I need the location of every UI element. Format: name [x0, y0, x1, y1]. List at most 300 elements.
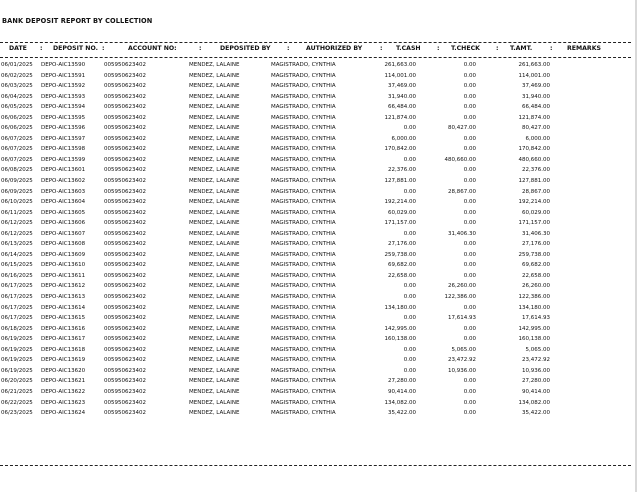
row-authorized-by: MAGISTRADO, CYNTHIA: [271, 93, 336, 100]
row-deposited-by: MENDEZ, LALAINE: [189, 388, 240, 395]
table-row: [0, 303, 631, 314]
table-row: [0, 324, 631, 335]
table-row: [0, 376, 631, 387]
row-t-check: 5,065.00: [451, 346, 476, 353]
row-deposit-no: DEPO-AIC13606: [41, 220, 86, 227]
row-deposit-no: DEPO-AIC13601: [41, 167, 86, 174]
header-separator: :: [380, 45, 383, 52]
row-t-check: 0.00: [463, 114, 476, 121]
row-authorized-by: MAGISTRADO, CYNTHIA: [271, 346, 336, 353]
row-date: 06/09/2025: [1, 178, 33, 185]
row-deposit-no: DEPO-AIC13615: [41, 315, 86, 322]
row-t-cash: 22,658.00: [388, 272, 416, 279]
row-account-no: 005950623402: [104, 104, 146, 111]
row-t-check: 0.00: [463, 388, 476, 395]
row-deposited-by: MENDEZ, LALAINE: [189, 104, 240, 111]
row-account-no: 005950623402: [104, 230, 146, 237]
row-t-cash: 134,180.00: [384, 304, 416, 311]
row-account-no: 005950623402: [104, 167, 146, 174]
row-deposited-by: MENDEZ, LALAINE: [189, 410, 240, 417]
row-t-check: 0.00: [463, 135, 476, 142]
header-t-cash: T.CASH: [396, 45, 421, 52]
row-authorized-by: MAGISTRADO, CYNTHIA: [271, 357, 336, 364]
row-authorized-by: MAGISTRADO, CYNTHIA: [271, 399, 336, 406]
row-account-no: 005950623402: [104, 241, 146, 248]
row-authorized-by: MAGISTRADO, CYNTHIA: [271, 125, 336, 132]
table-row: [0, 355, 631, 366]
row-deposit-no: DEPO-AIC13594: [41, 104, 86, 111]
row-t-check: 0.00: [463, 325, 476, 332]
row-deposited-by: MENDEZ, LALAINE: [189, 83, 240, 90]
header-deposited-by: DEPOSITED BY: [220, 45, 271, 52]
table-row: [0, 134, 631, 145]
row-deposit-no: DEPO-AIC13613: [41, 294, 86, 301]
row-t-cash: 0.00: [403, 230, 416, 237]
row-deposited-by: MENDEZ, LALAINE: [189, 199, 240, 206]
row-t-amt: 80,427.00: [522, 125, 550, 132]
row-deposit-no: DEPO-AIC13593: [41, 93, 86, 100]
row-t-check: 0.00: [463, 199, 476, 206]
row-t-cash: 60,029.00: [388, 209, 416, 216]
row-date: 06/18/2025: [1, 325, 33, 332]
row-authorized-by: MAGISTRADO, CYNTHIA: [271, 272, 336, 279]
row-date: 06/12/2025: [1, 230, 33, 237]
row-authorized-by: MAGISTRADO, CYNTHIA: [271, 199, 336, 206]
row-t-check: 31,406.30: [448, 230, 476, 237]
row-account-no: 005950623402: [104, 367, 146, 374]
table-row: [0, 144, 631, 155]
row-date: 06/15/2025: [1, 262, 33, 269]
row-authorized-by: MAGISTRADO, CYNTHIA: [271, 135, 336, 142]
row-deposited-by: MENDEZ, LALAINE: [189, 336, 240, 343]
row-t-cash: 0.00: [403, 367, 416, 374]
row-t-amt: 114,001.00: [518, 72, 550, 79]
row-t-amt: 66,484.00: [522, 104, 550, 111]
row-account-no: 005950623402: [104, 199, 146, 206]
row-authorized-by: MAGISTRADO, CYNTHIA: [271, 156, 336, 163]
row-t-amt: 134,082.00: [518, 399, 550, 406]
row-t-amt: 23,472.92: [522, 357, 550, 364]
row-date: 06/12/2025: [1, 220, 33, 227]
table-row: [0, 292, 631, 303]
row-account-no: 005950623402: [104, 283, 146, 290]
row-date: 06/17/2025: [1, 283, 33, 290]
row-deposited-by: MENDEZ, LALAINE: [189, 209, 240, 216]
row-deposit-no: DEPO-AIC13591: [41, 72, 86, 79]
row-date: 06/16/2025: [1, 272, 33, 279]
row-t-cash: 69,682.00: [388, 262, 416, 269]
row-t-amt: 192,214.00: [518, 199, 550, 206]
row-deposited-by: MENDEZ, LALAINE: [189, 367, 240, 374]
row-t-cash: 31,940.00: [388, 93, 416, 100]
row-t-cash: 0.00: [403, 294, 416, 301]
row-deposited-by: MENDEZ, LALAINE: [189, 304, 240, 311]
row-deposited-by: MENDEZ, LALAINE: [189, 62, 240, 68]
row-date: 06/03/2025: [1, 83, 33, 90]
row-authorized-by: MAGISTRADO, CYNTHIA: [271, 336, 336, 343]
row-deposited-by: MENDEZ, LALAINE: [189, 125, 240, 132]
header-separator: :: [287, 45, 290, 52]
table-row: [0, 313, 631, 324]
row-date: 06/14/2025: [1, 251, 33, 258]
row-date: 06/19/2025: [1, 357, 33, 364]
row-t-check: 0.00: [463, 209, 476, 216]
header-top-divider: [0, 42, 631, 43]
row-t-check: 0.00: [463, 62, 476, 68]
row-t-cash: 90,414.00: [388, 388, 416, 395]
row-t-check: 0.00: [463, 378, 476, 385]
row-date: 06/13/2025: [1, 241, 33, 248]
header-separator: :: [102, 45, 105, 52]
row-authorized-by: MAGISTRADO, CYNTHIA: [271, 262, 336, 269]
row-date: 06/07/2025: [1, 135, 33, 142]
row-deposited-by: MENDEZ, LALAINE: [189, 114, 240, 121]
row-deposited-by: MENDEZ, LALAINE: [189, 251, 240, 258]
row-t-cash: 0.00: [403, 357, 416, 364]
row-deposit-no: DEPO-AIC13620: [41, 367, 86, 374]
header-remarks: REMARKS: [567, 45, 601, 52]
row-authorized-by: MAGISTRADO, CYNTHIA: [271, 178, 336, 185]
row-t-amt: 26,260.00: [522, 283, 550, 290]
row-date: 06/09/2025: [1, 188, 33, 195]
row-authorized-by: MAGISTRADO, CYNTHIA: [271, 104, 336, 111]
row-account-no: 005950623402: [104, 251, 146, 258]
deposit-rows: [0, 60, 631, 419]
row-t-amt: 10,936.00: [522, 367, 550, 374]
row-t-check: 0.00: [463, 178, 476, 185]
row-authorized-by: MAGISTRADO, CYNTHIA: [271, 241, 336, 248]
row-deposit-no: DEPO-AIC13592: [41, 83, 86, 90]
row-account-no: 005950623402: [104, 272, 146, 279]
row-t-amt: 480,660.00: [518, 156, 550, 163]
row-date: 06/19/2025: [1, 336, 33, 343]
header-account-no: ACCOUNT NO:: [128, 45, 177, 52]
row-account-no: 005950623402: [104, 178, 146, 185]
row-date: 06/17/2025: [1, 294, 33, 301]
row-deposit-no: DEPO-AIC13621: [41, 378, 86, 385]
row-t-amt: 31,406.30: [522, 230, 550, 237]
row-t-cash: 6,000.00: [391, 135, 416, 142]
row-t-amt: 69,682.00: [522, 262, 550, 269]
row-account-no: 005950623402: [104, 346, 146, 353]
row-account-no: 005950623402: [104, 62, 146, 68]
row-t-cash: 259,738.00: [384, 251, 416, 258]
table-row: [0, 176, 631, 187]
row-t-amt: 17,614.93: [522, 315, 550, 322]
row-t-check: 0.00: [463, 410, 476, 417]
row-deposit-no: DEPO-AIC13612: [41, 283, 86, 290]
header-separator: :: [437, 45, 440, 52]
row-t-check: 0.00: [463, 72, 476, 79]
row-t-amt: 261,663.00: [518, 62, 550, 68]
row-t-amt: 259,738.00: [518, 251, 550, 258]
row-date: 06/21/2025: [1, 388, 33, 395]
row-t-amt: 134,180.00: [518, 304, 550, 311]
row-account-no: 005950623402: [104, 304, 146, 311]
table-row: [0, 71, 631, 82]
row-t-cash: 192,214.00: [384, 199, 416, 206]
table-row: [0, 187, 631, 198]
row-deposit-no: DEPO-AIC13619: [41, 357, 86, 364]
table-row: [0, 239, 631, 250]
row-account-no: 005950623402: [104, 114, 146, 121]
row-t-cash: 0.00: [403, 315, 416, 322]
row-account-no: 005950623402: [104, 156, 146, 163]
row-date: 06/08/2025: [1, 167, 33, 174]
row-account-no: 005950623402: [104, 378, 146, 385]
row-account-no: 005950623402: [104, 399, 146, 406]
row-deposit-no: DEPO-AIC13598: [41, 146, 86, 153]
row-t-check: 26,260.00: [448, 283, 476, 290]
row-date: 06/05/2025: [1, 104, 33, 111]
row-t-cash: 170,842.00: [384, 146, 416, 153]
row-authorized-by: MAGISTRADO, CYNTHIA: [271, 378, 336, 385]
row-t-amt: 121,874.00: [518, 114, 550, 121]
table-row: [0, 123, 631, 134]
row-account-no: 005950623402: [104, 357, 146, 364]
row-t-check: 0.00: [463, 336, 476, 343]
row-t-amt: 60,029.00: [522, 209, 550, 216]
row-t-amt: 171,157.00: [518, 220, 550, 227]
row-deposit-no: DEPO-AIC13607: [41, 230, 86, 237]
column-header-row: [0, 45, 631, 55]
row-t-amt: 90,414.00: [522, 388, 550, 395]
row-account-no: 005950623402: [104, 83, 146, 90]
row-deposit-no: DEPO-AIC13597: [41, 135, 86, 142]
row-deposit-no: DEPO-AIC13602: [41, 178, 86, 185]
row-account-no: 005950623402: [104, 146, 146, 153]
row-date: 06/06/2025: [1, 125, 33, 132]
row-t-amt: 6,000.00: [525, 135, 550, 142]
row-t-cash: 0.00: [403, 125, 416, 132]
row-authorized-by: MAGISTRADO, CYNTHIA: [271, 72, 336, 79]
row-date: 06/10/2025: [1, 199, 33, 206]
row-t-check: 0.00: [463, 104, 476, 111]
row-authorized-by: MAGISTRADO, CYNTHIA: [271, 83, 336, 90]
row-account-no: 005950623402: [104, 125, 146, 132]
row-t-cash: 134,082.00: [384, 399, 416, 406]
row-account-no: 005950623402: [104, 135, 146, 142]
row-t-check: 0.00: [463, 272, 476, 279]
row-t-check: 0.00: [463, 93, 476, 100]
row-authorized-by: MAGISTRADO, CYNTHIA: [271, 220, 336, 227]
row-date: 06/17/2025: [1, 315, 33, 322]
row-t-check: 10,936.00: [448, 367, 476, 374]
row-t-amt: 5,065.00: [525, 346, 550, 353]
row-authorized-by: MAGISTRADO, CYNTHIA: [271, 230, 336, 237]
header-t-amt: T.AMT.: [510, 45, 533, 52]
table-row: [0, 229, 631, 240]
row-deposit-no: DEPO-AIC13622: [41, 388, 86, 395]
row-t-cash: 0.00: [403, 156, 416, 163]
row-date: 06/01/2025: [1, 62, 33, 68]
row-t-cash: 27,280.00: [388, 378, 416, 385]
row-t-cash: 171,157.00: [384, 220, 416, 227]
row-deposit-no: DEPO-AIC13624: [41, 410, 86, 417]
row-t-cash: 0.00: [403, 283, 416, 290]
row-t-check: 17,614.93: [448, 315, 476, 322]
row-deposit-no: DEPO-AIC13604: [41, 199, 86, 206]
row-t-amt: 37,469.00: [522, 83, 550, 90]
row-date: 06/23/2025: [1, 410, 33, 417]
row-t-cash: 160,138.00: [384, 336, 416, 343]
row-t-check: 480,660.00: [444, 156, 476, 163]
row-authorized-by: MAGISTRADO, CYNTHIA: [271, 315, 336, 322]
table-row: [0, 197, 631, 208]
table-row: [0, 334, 631, 345]
row-t-check: 0.00: [463, 220, 476, 227]
row-t-check: 23,472.92: [448, 357, 476, 364]
row-deposit-no: DEPO-AIC13611: [41, 272, 86, 279]
row-account-no: 005950623402: [104, 325, 146, 332]
table-row: [0, 208, 631, 219]
row-t-check: 122,386.00: [444, 294, 476, 301]
row-account-no: 005950623402: [104, 336, 146, 343]
header-authorized-by: AUTHORIZED BY: [306, 45, 363, 52]
row-deposit-no: DEPO-AIC13616: [41, 325, 86, 332]
row-t-amt: 22,658.00: [522, 272, 550, 279]
row-t-check: 0.00: [463, 399, 476, 406]
row-deposited-by: MENDEZ, LALAINE: [189, 230, 240, 237]
header-separator: :: [496, 45, 499, 52]
row-deposit-no: DEPO-AIC13596: [41, 125, 86, 132]
row-account-no: 005950623402: [104, 220, 146, 227]
row-deposit-no: DEPO-AIC13608: [41, 241, 86, 248]
row-date: 06/11/2025: [1, 209, 33, 216]
row-account-no: 005950623402: [104, 410, 146, 417]
row-deposit-no: DEPO-AIC13614: [41, 304, 86, 311]
row-deposited-by: MENDEZ, LALAINE: [189, 325, 240, 332]
table-row: [0, 102, 631, 113]
table-row: [0, 155, 631, 166]
row-t-check: 80,427.00: [448, 125, 476, 132]
row-deposit-no: DEPO-AIC13617: [41, 336, 86, 343]
row-account-no: 005950623402: [104, 294, 146, 301]
row-account-no: 005950623402: [104, 188, 146, 195]
table-row: [0, 366, 631, 377]
row-date: 06/02/2025: [1, 72, 33, 79]
row-authorized-by: MAGISTRADO, CYNTHIA: [271, 62, 336, 68]
row-date: 06/19/2025: [1, 367, 33, 374]
header-separator: :: [40, 45, 43, 52]
header-separator: :: [199, 45, 202, 52]
row-deposited-by: MENDEZ, LALAINE: [189, 283, 240, 290]
table-row: [0, 260, 631, 271]
row-authorized-by: MAGISTRADO, CYNTHIA: [271, 167, 336, 174]
row-deposited-by: MENDEZ, LALAINE: [189, 178, 240, 185]
row-deposited-by: MENDEZ, LALAINE: [189, 272, 240, 279]
row-t-amt: 170,842.00: [518, 146, 550, 153]
header-bottom-divider: [0, 57, 631, 58]
table-row: [0, 218, 631, 229]
row-deposited-by: MENDEZ, LALAINE: [189, 346, 240, 353]
table-row: [0, 408, 631, 419]
row-t-amt: 35,422.00: [522, 410, 550, 417]
table-row: [0, 271, 631, 282]
row-deposit-no: DEPO-AIC13605: [41, 209, 86, 216]
row-t-cash: 66,484.00: [388, 104, 416, 111]
table-row: [0, 398, 631, 409]
row-deposited-by: MENDEZ, LALAINE: [189, 146, 240, 153]
row-t-cash: 121,874.00: [384, 114, 416, 121]
row-t-cash: 22,376.00: [388, 167, 416, 174]
row-deposited-by: MENDEZ, LALAINE: [189, 241, 240, 248]
row-t-cash: 261,663.00: [384, 62, 416, 68]
row-account-no: 005950623402: [104, 209, 146, 216]
row-t-cash: 114,001.00: [384, 72, 416, 79]
row-t-amt: 31,940.00: [522, 93, 550, 100]
report-title: BANK DEPOSIT REPORT BY COLLECTION: [2, 17, 153, 25]
row-authorized-by: MAGISTRADO, CYNTHIA: [271, 388, 336, 395]
row-authorized-by: MAGISTRADO, CYNTHIA: [271, 251, 336, 258]
row-account-no: 005950623402: [104, 262, 146, 269]
row-t-amt: 27,280.00: [522, 378, 550, 385]
row-authorized-by: MAGISTRADO, CYNTHIA: [271, 325, 336, 332]
row-t-cash: 0.00: [403, 346, 416, 353]
header-deposit-no: DEPOSIT NO.: [53, 45, 98, 52]
row-authorized-by: MAGISTRADO, CYNTHIA: [271, 283, 336, 290]
row-deposited-by: MENDEZ, LALAINE: [189, 294, 240, 301]
header-separator: :: [550, 45, 553, 52]
row-deposited-by: MENDEZ, LALAINE: [189, 93, 240, 100]
table-row: [0, 250, 631, 261]
row-date: 06/22/2025: [1, 399, 33, 406]
row-date: 06/20/2025: [1, 378, 33, 385]
row-deposited-by: MENDEZ, LALAINE: [189, 220, 240, 227]
row-deposit-no: DEPO-AIC13610: [41, 262, 86, 269]
row-authorized-by: MAGISTRADO, CYNTHIA: [271, 304, 336, 311]
row-authorized-by: MAGISTRADO, CYNTHIA: [271, 188, 336, 195]
row-account-no: 005950623402: [104, 315, 146, 322]
row-deposited-by: MENDEZ, LALAINE: [189, 315, 240, 322]
row-deposit-no: DEPO-AIC13595: [41, 114, 86, 121]
row-deposit-no: DEPO-AIC13623: [41, 399, 86, 406]
row-deposit-no: DEPO-AIC13590: [41, 62, 86, 68]
row-deposited-by: MENDEZ, LALAINE: [189, 399, 240, 406]
row-deposited-by: MENDEZ, LALAINE: [189, 357, 240, 364]
row-deposit-no: DEPO-AIC13618: [41, 346, 86, 353]
row-deposited-by: MENDEZ, LALAINE: [189, 72, 240, 79]
row-account-no: 005950623402: [104, 93, 146, 100]
row-t-check: 0.00: [463, 167, 476, 174]
header-date: DATE: [9, 45, 27, 52]
row-authorized-by: MAGISTRADO, CYNTHIA: [271, 209, 336, 216]
table-bottom-divider: [0, 465, 631, 466]
row-t-check: 0.00: [463, 146, 476, 153]
table-row: [0, 113, 631, 124]
row-authorized-by: MAGISTRADO, CYNTHIA: [271, 146, 336, 153]
row-authorized-by: MAGISTRADO, CYNTHIA: [271, 367, 336, 374]
table-row: [0, 387, 631, 398]
row-deposited-by: MENDEZ, LALAINE: [189, 167, 240, 174]
row-date: 06/17/2025: [1, 304, 33, 311]
row-deposit-no: DEPO-AIC13599: [41, 156, 86, 163]
table-row: [0, 165, 631, 176]
row-t-amt: 28,867.00: [522, 188, 550, 195]
row-t-cash: 127,881.00: [384, 178, 416, 185]
table-row: [0, 60, 631, 71]
row-t-check: 0.00: [463, 83, 476, 90]
row-t-check: 28,867.00: [448, 188, 476, 195]
row-date: 06/04/2025: [1, 93, 33, 100]
row-deposited-by: MENDEZ, LALAINE: [189, 188, 240, 195]
row-date: 06/19/2025: [1, 346, 33, 353]
row-authorized-by: MAGISTRADO, CYNTHIA: [271, 410, 336, 417]
row-account-no: 005950623402: [104, 388, 146, 395]
row-date: 06/07/2025: [1, 156, 33, 163]
row-authorized-by: MAGISTRADO, CYNTHIA: [271, 114, 336, 121]
row-date: 06/07/2025: [1, 146, 33, 153]
